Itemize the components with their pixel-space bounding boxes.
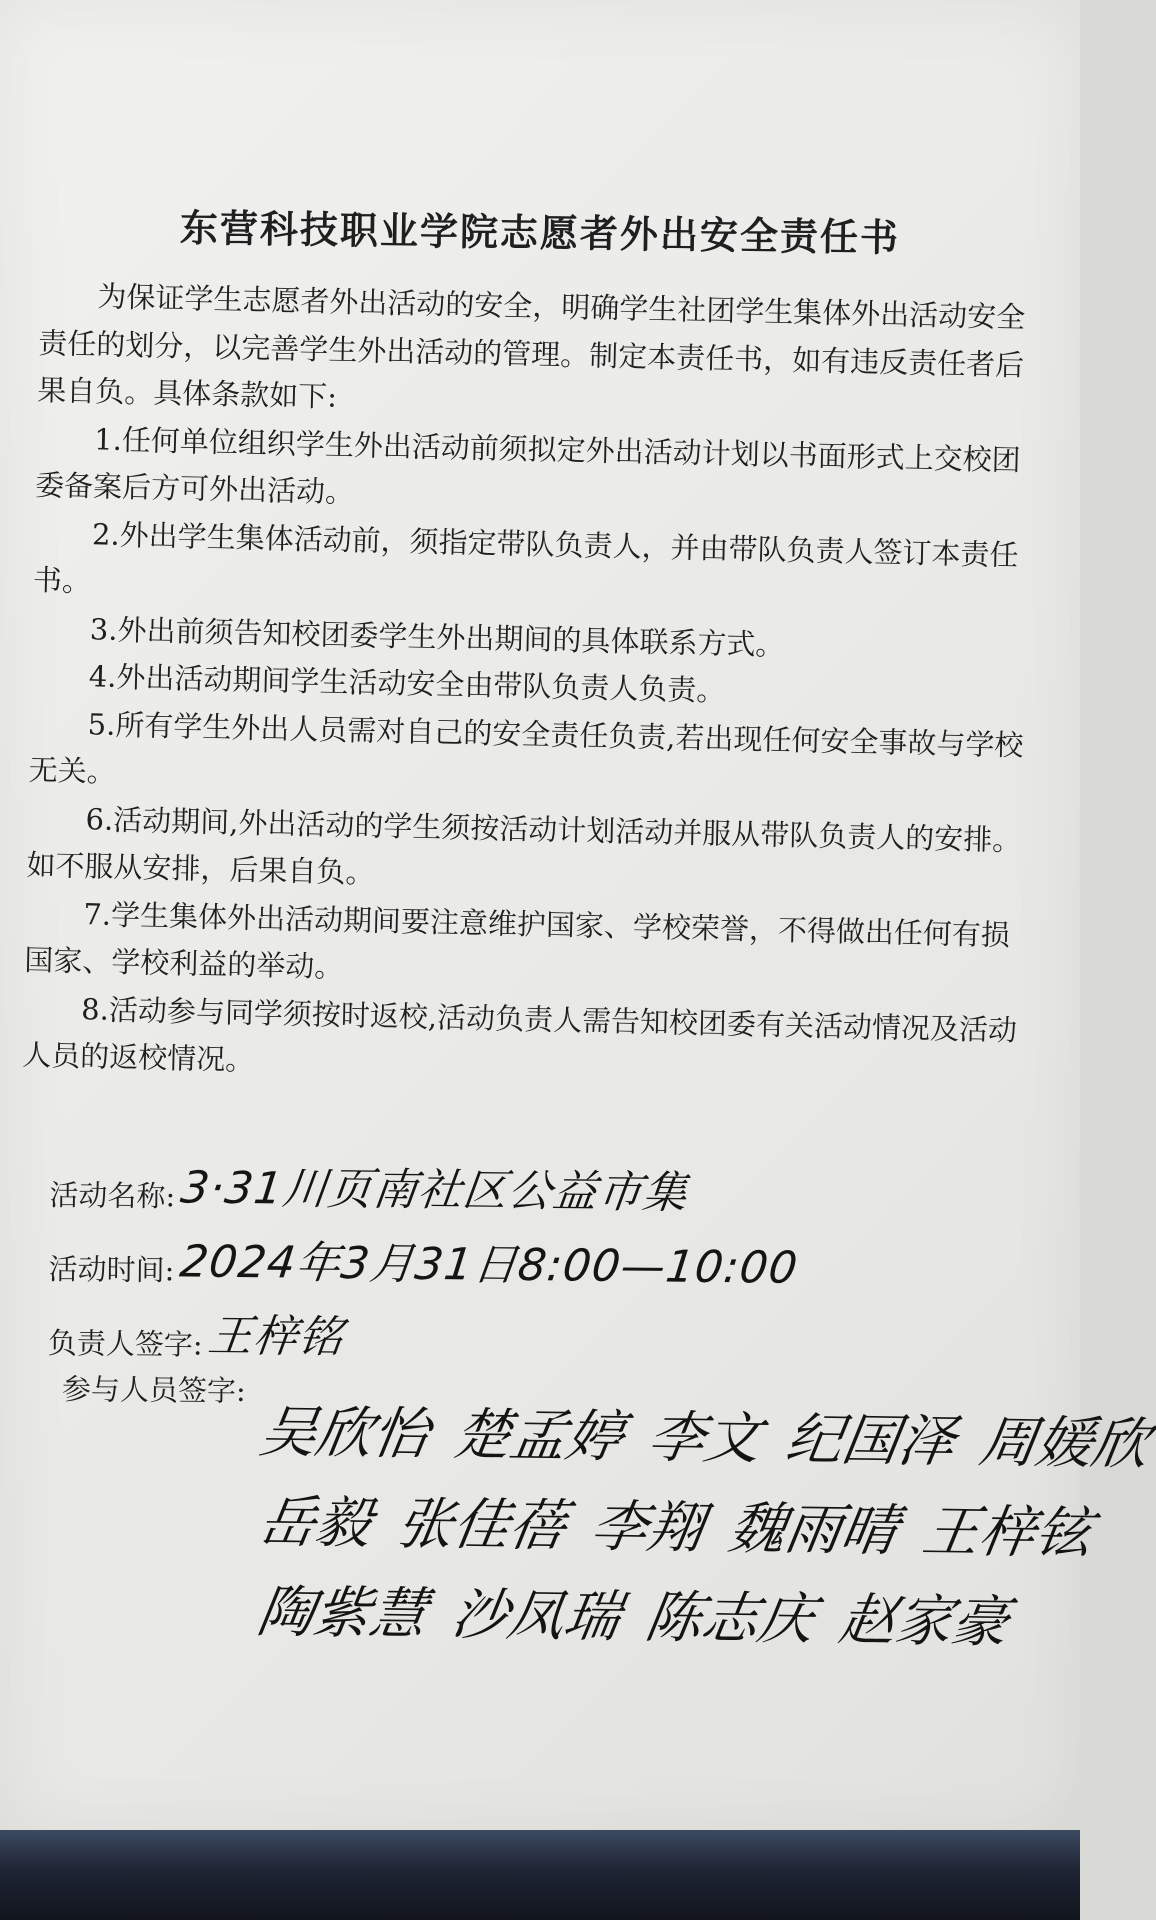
participant-signature: 赵家豪	[835, 1588, 1014, 1656]
participant-signature: 纪国泽	[781, 1407, 960, 1475]
participant-signature: 陈志庆	[641, 1585, 820, 1653]
activity-name-value: 3·31川页南社区公益市集	[177, 1162, 691, 1219]
participant-signature: 张佳蓓	[392, 1491, 571, 1560]
activity-name-row	[49, 1140, 1050, 1224]
clause-6: 6.活动期间,外出活动的学生须按活动计划活动并服从带队负责人的安排。如不服从安排，后果自负。	[26, 801, 1022, 890]
table-edge	[0, 1830, 1080, 1920]
signature-row-3	[253, 1558, 1049, 1659]
clause-5: 5.所有学生外出人员需对自己的安全责任负责,若出现任何安全事故与学校无关。	[28, 706, 1024, 789]
participant-signature: 魏雨晴	[724, 1496, 903, 1564]
document-body	[22, 272, 1050, 1102]
participants-label: 参与人员签字:	[61, 1372, 246, 1408]
participant-signature: 岳毅	[254, 1490, 377, 1557]
clause-8: 8.活动参与同学须按时返校,活动负责人需告知校团委有关活动情况及活动人员的返校情况。	[21, 991, 1018, 1078]
participant-signature: 李文	[643, 1405, 766, 1472]
participant-signature: 吴欣怡	[255, 1400, 434, 1468]
leader-signature: 王梓铭	[205, 1310, 347, 1364]
document-title: 东营科技职业学院志愿者外出安全责任书	[179, 204, 901, 261]
clause-2: 2.外出学生集体活动前，须指定带队负责人，并由带队负责人签订本责任书。	[32, 516, 1019, 599]
clause-3: 3.外出前须告知校团委学生外出期间的具体联系方式。	[89, 611, 785, 662]
clause-1: 1.任何单位组织学生外出活动前须拟定外出活动计划以书面形式上交校团委备案后方可外出活动。	[34, 421, 1022, 510]
participant-signature: 王梓铉	[918, 1499, 1097, 1567]
clause-4: 4.外出活动期间学生活动安全由带队负责人负责。	[88, 659, 726, 708]
signature-row-1	[255, 1378, 1154, 1479]
participant-signature: 楚孟婷	[449, 1402, 628, 1470]
activity-time-label: 活动时间:	[48, 1251, 175, 1288]
leader-label: 负责人签字:	[47, 1325, 203, 1362]
form-fields	[48, 1140, 1050, 1372]
participant-signature: 陶紫慧	[253, 1580, 432, 1648]
activity-time-row	[48, 1214, 1049, 1298]
participant-signatures	[253, 1378, 1154, 1659]
leader-row	[48, 1288, 1049, 1372]
participant-signature: 沙凤瑞	[447, 1582, 626, 1650]
participant-signature: 周媛欣	[975, 1410, 1154, 1478]
activity-name-label: 活动名称:	[49, 1177, 176, 1214]
activity-time-value: 2024年3月31日8:00—10:00	[177, 1236, 801, 1294]
intro-paragraph: 为保证学生志愿者外出活动的安全，明确学生社团学生集体外出活动安全责任的划分，以完善学生外出活动的管理。制定本责任书，如有违反责任者后果自负。具体条款如下:	[36, 279, 1026, 414]
participant-signature: 李翔	[586, 1494, 709, 1562]
clause-7: 7.学生集体外出活动期间要注意维护国家、学校荣誉，不得做出任何有损国家、学校利益的举动。	[24, 896, 1011, 985]
signature-row-2	[254, 1468, 1097, 1569]
